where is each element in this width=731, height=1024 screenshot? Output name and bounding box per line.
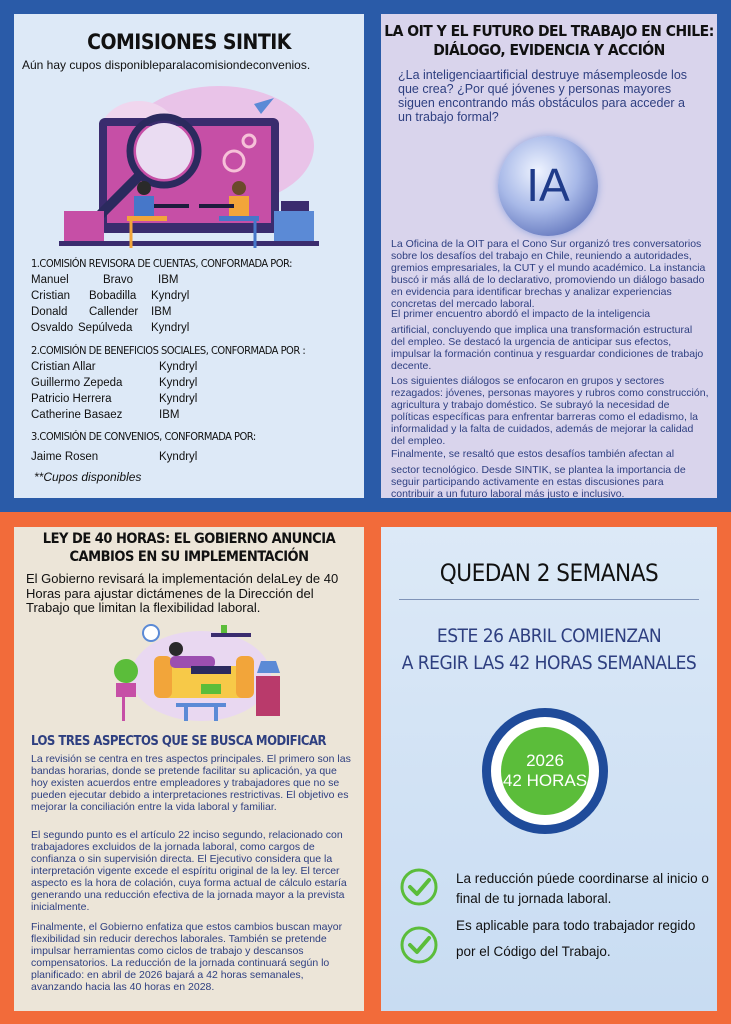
c1-title: 1.COMISIÓN REVISORA DE CUENTAS, CONFORMADA POR:: [31, 257, 292, 270]
c2-title: 2.COMISIÓN DE BENEFICIOS SOCIALES, CONFORMADA POR :: [31, 344, 306, 357]
comisiones-title: COMISIONES SINTIK: [87, 30, 291, 54]
check-icon: [399, 925, 439, 965]
list-item: Patricio Herrera Kyndryl: [31, 393, 198, 405]
ley-subtitle: LOS TRES ASPECTOS QUE SE BUSCA MODIFICAR: [31, 734, 327, 749]
list-item: Cristian Bobadilla Kyndryl: [31, 290, 190, 302]
ley-title-line1: LEY DE 40 HORAS: EL GOBIERNO ANUNCIA: [42, 531, 336, 547]
c2-list: [31, 359, 197, 423]
comisiones-subtitle: Aún hay cupos disponibleparalacomisiondeconvenios.: [22, 58, 311, 72]
ley-title-line2: CAMBIOS EN SU IMPLEMENTACIÓN: [69, 549, 309, 565]
oit-panel: [381, 14, 717, 498]
list-item: Jaime Rosen Kyndryl: [31, 451, 198, 463]
oit-title-line1: LA OIT Y EL FUTURO DEL TRABAJO EN CHILE:: [384, 22, 714, 40]
hours-badge-inner: [501, 727, 589, 815]
quedan-title: QUEDAN 2 SEMANAS: [439, 559, 659, 587]
ia-sphere: [498, 136, 598, 236]
oit-paragraph-2a: El primer encuentro abordó el impacto de la inteligencia: [391, 308, 651, 320]
oit-paragraph-2b: artificial, concluyendo que implica una transformación estructural del empleo. Se destacó la urgencia de anticipar sus efectos, impulsar la formación continua y resguardar condiciones de trabajo decente.: [391, 324, 704, 372]
quedan-subtitle-line2: A REGIR LAS 42 HORAS SEMANALES: [401, 652, 697, 674]
list-item: Guillermo Zepeda Kyndryl: [31, 377, 198, 389]
list-item: Cristian Allar Kyndryl: [31, 361, 198, 373]
ia-label: IA: [526, 159, 570, 211]
oit-question: ¿La inteligenciaartificial destruye másempleosde los que crea? ¿Por qué jóvenes y personas mayores siguen encontrando más obstáculos para acceder a un trabajo formal?: [398, 68, 688, 124]
list-item: Catherine Basaez IBM: [31, 409, 180, 421]
oit-paragraph-4a: Finalmente, se resaltó que estos desafíos también afectan al: [391, 448, 675, 460]
ley-paragraph-3: Finalmente, el Gobierno enfatiza que estos cambios buscan mayor flexibilidad sin reducir derechos laborales. También se pretende impulsar herramientas como ciclos de trabajo y descansos compensatorios. La reducción de la jornada continuará según lo planificado: en abril de 2026 bajará a 42 horas semanales, avanzando hacia las 40 horas en 2028.: [31, 921, 343, 993]
oit-paragraph-4b: sector tecnológico. Desde SINTIK, se plantea la importancia de seguir participando activamente en estas discusiones para contribuir a un futuro laboral más justo e inclusivo.: [391, 464, 686, 500]
oit-title-line2: DIÁLOGO, EVIDENCIA Y ACCIÓN: [433, 41, 665, 59]
ley-title: [14, 530, 364, 566]
list-item: Manuel Bravo IBM: [31, 274, 179, 286]
cupos-note: **Cupos disponibles: [34, 470, 142, 484]
oit-title: [381, 22, 717, 60]
c3-title: 3.COMISIÓN DE CONVENIOS, CONFORMADA POR:: [31, 430, 256, 443]
comisiones-panel: [14, 14, 364, 498]
hours-badge: [482, 708, 608, 834]
ley-intro: El Gobierno revisará la implementación delaLey de 40 Horas para ajustar dictámenes de la Dirección del Trabajo que limitan la flexibilidad laboral.: [26, 571, 339, 615]
quedan-panel: [381, 527, 717, 1011]
ley-panel: [14, 527, 364, 1011]
quedan-subtitle: [381, 623, 717, 677]
meeting-illustration: [59, 76, 319, 256]
badge-hours: 42 HORAS: [502, 771, 588, 790]
quedan-subtitle-line1: ESTE 26 ABRIL COMIENZAN: [436, 625, 662, 647]
c1-list: [31, 272, 189, 336]
check-icon: [399, 867, 439, 907]
c3-list: [31, 449, 197, 465]
list-item: Osvaldo Sepúlveda Kyndryl: [31, 322, 190, 334]
oit-paragraph-3: Los siguientes diálogos se enfocaron en grupos y sectores rezagados: jóvenes, personas mayores y rubros como construcción, agricultura y trabajo doméstico. Se subrayó la necesidad de políticas específicas para enfrentar barreras como el edadismo, la informalidad y la falta de cuidados, además de mejorar la calidad del empleo.: [391, 375, 709, 447]
benefit-item-2: Es aplicable para todo trabajador regido por el Código del Trabajo.: [456, 918, 696, 959]
ley-paragraph-2: El segundo punto es el artículo 22 inciso segundo, relacionado con trabajadores excluidos de la jornada laboral, como cargos de confianza o sin supervisión directa. El Ejecutivo considera que la interpretación vigente excede el espíritu original de la ley. El tercer aspecto es la hora de colación, cuya forma actual de cálculo estaría generando una reducción efectiva de la jornada mayor a la prevista inicialmente.: [31, 829, 347, 913]
divider: [399, 599, 699, 600]
ley-paragraph-1: La revisión se centra en tres aspectos principales. El primero son las bandas horarias, donde se pretende facilitar su aplicación, ya que hoy existen acuerdos entre empleadores y trabajadores que no se pueden ejecutar debido a interpretaciones restrictivas. El objetivo es mejorar la conciliación entre la vida laboral y familiar.: [31, 753, 351, 813]
relax-illustration: [106, 621, 281, 723]
oit-paragraph-1: La Oficina de la OIT para el Cono Sur organizó tres conversatorios sobre los desafíos del trabajo en Chile, reuniendo a autoridades, gremios empresariales, la CUT y el mundo académico. La instancia buscó ir más allá de lo declarativo, promoviendo un diálogo basado en evidencia para identificar brechas y analizar experiencias concretas del mercado laboral.: [391, 238, 706, 310]
list-item: Donald Callender IBM: [31, 306, 172, 318]
badge-year: 2026: [526, 751, 564, 770]
benefit-item-1: La reducción púede coordinarse al inicio o final de tu jornada laboral.: [456, 871, 709, 906]
